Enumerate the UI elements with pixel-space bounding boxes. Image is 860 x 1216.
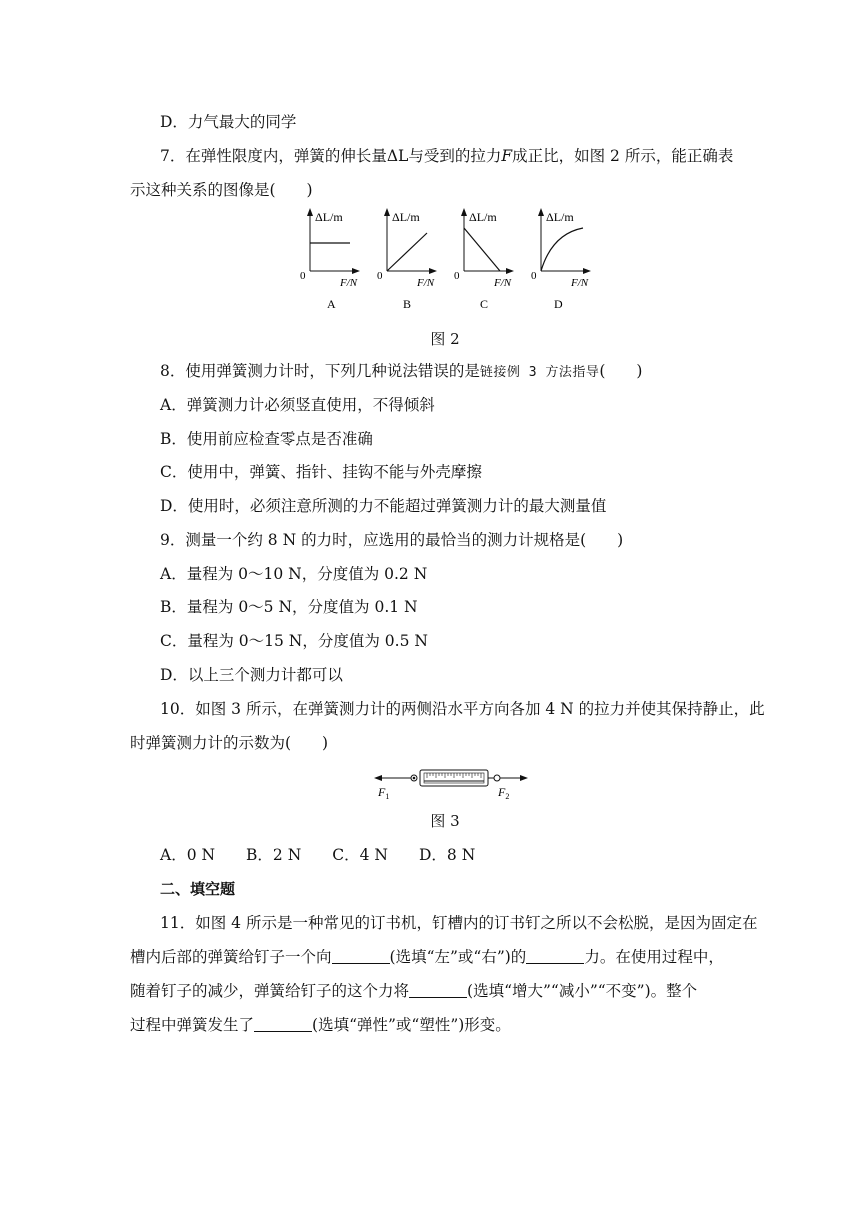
figure-3-caption: 图 3 xyxy=(430,812,460,830)
force-f1-label: $F_1$ xyxy=(378,785,390,801)
graph-a xyxy=(300,208,360,311)
q11-line1: 11．如图 4 所示是一种常见的订书机，钉槽内的订书钉之所以不会松脱，是因为固定在 xyxy=(160,914,758,932)
q11-blank-3[interactable] xyxy=(409,983,467,998)
q11-line3-part-b: (选填“增大”“减小”“不变”)。整个 xyxy=(467,982,698,1000)
q11-line2-part-c: 力。在使用过程中， xyxy=(584,948,724,966)
graph-d xyxy=(531,208,591,311)
graph-d-origin: 0 xyxy=(531,270,537,282)
q11-blank-2[interactable] xyxy=(526,949,584,964)
q7-stem-pre: 7．在弹性限度内，弹簧的伸长量ΔL与受到的拉力 xyxy=(160,147,502,165)
q11-line2-part-a: 槽内后部的弹簧给钉子一个向 xyxy=(130,948,332,966)
q11-line4-part-a: 过程中弹簧发生了 xyxy=(130,1016,255,1034)
q11-blank-1[interactable] xyxy=(332,949,390,964)
q11-line2 xyxy=(130,947,724,967)
graph-b xyxy=(377,208,437,311)
q11-line2-part-b: (选填“左”或“右”)的 xyxy=(389,948,527,966)
graph-a-y-label: ΔL/m xyxy=(315,210,343,224)
q9-option-a: A．量程为 0～10 N，分度值为 0.2 N xyxy=(160,565,428,583)
q8-stem-text: 8．使用弹簧测力计时，下列几种说法错误的是 xyxy=(160,362,480,380)
q9-option-d: D．以上三个测力计都可以 xyxy=(160,666,343,684)
q6-option-d: D．力气最大的同学 xyxy=(160,113,297,131)
graph-a-x-label: F/N xyxy=(340,277,358,289)
graph-d-x-label: F/N xyxy=(571,277,589,289)
q10-stem-line1: 10．如图 3 所示，在弹簧测力计的两侧沿水平方向各加 4 N 的拉力并使其保持静止，此 xyxy=(160,700,765,718)
q8-option-a: A．弹簧测力计必须竖直使用，不得倾斜 xyxy=(160,396,435,414)
graph-b-curve xyxy=(387,233,427,271)
graph-c-y-label: ΔL/m xyxy=(469,210,497,224)
q7-stem-line2: 示这种关系的图像是( ) xyxy=(130,181,313,199)
graph-a-origin: 0 xyxy=(300,270,306,282)
graph-d-y-label: ΔL/m xyxy=(546,210,574,224)
q11-line4-part-b: (选填“弹性”或“塑性”)形变。 xyxy=(312,1016,511,1034)
q10-options: A．0 N B．2 N C．4 N D．8 N xyxy=(160,846,476,864)
q11-line3 xyxy=(130,981,697,1001)
q9-option-c: C．量程为 0～15 N，分度值为 0.5 N xyxy=(160,632,428,650)
graph-b-y-label: ΔL/m xyxy=(392,210,420,224)
section-2-heading: 二、填空题 xyxy=(160,880,236,898)
q7-stem-var: F xyxy=(501,147,513,165)
graph-c-x-label: F/N xyxy=(494,277,512,289)
q8-option-b: B．使用前应检查零点是否准确 xyxy=(160,430,373,448)
graph-b-letter: B xyxy=(403,297,412,311)
graph-c-letter: C xyxy=(480,297,489,311)
graph-c xyxy=(454,208,514,311)
q8-stem-end: ( ) xyxy=(599,362,643,380)
q8-stem xyxy=(160,361,642,383)
graph-a-letter: A xyxy=(327,297,336,311)
q9-option-b: B．量程为 0～5 N，分度值为 0.1 N xyxy=(160,598,418,616)
graph-c-origin: 0 xyxy=(454,270,460,282)
q11-blank-4[interactable] xyxy=(254,1017,312,1032)
graph-d-curve xyxy=(541,228,583,271)
graph-c-curve xyxy=(464,228,500,271)
graph-d-letter: D xyxy=(554,297,563,311)
q8-option-c: C．使用中，弹簧、指针、挂钩不能与外壳摩擦 xyxy=(160,463,482,481)
q8-link-tag: 链接例 3 方法指导 xyxy=(479,365,600,380)
q10-stem-line2: 时弹簧测力计的示数为( ) xyxy=(130,734,329,752)
q7-stem-line1 xyxy=(160,146,733,166)
force-f2-label: $F_2$ xyxy=(498,785,510,801)
graph-b-x-label: F/N xyxy=(417,277,435,289)
figure-2-caption: 图 2 xyxy=(430,330,460,348)
q7-graphs-figure xyxy=(290,206,610,326)
q8-option-d: D．使用时，必须注意所测的力不能超过弹簧测力计的最大测量值 xyxy=(160,497,607,515)
q11-line4 xyxy=(130,1015,511,1035)
q11-line3-part-a: 随着钉子的减少，弹簧给钉子的这个力将 xyxy=(130,982,410,1000)
graph-b-origin: 0 xyxy=(377,270,383,282)
q9-stem: 9．测量一个约 8 N 的力时，应选用的最恰当的测力计规格是( ) xyxy=(160,531,624,549)
q7-stem-post: 成正比，如图 2 所示，能正确表 xyxy=(512,147,734,165)
spring-scale-figure xyxy=(372,762,532,802)
